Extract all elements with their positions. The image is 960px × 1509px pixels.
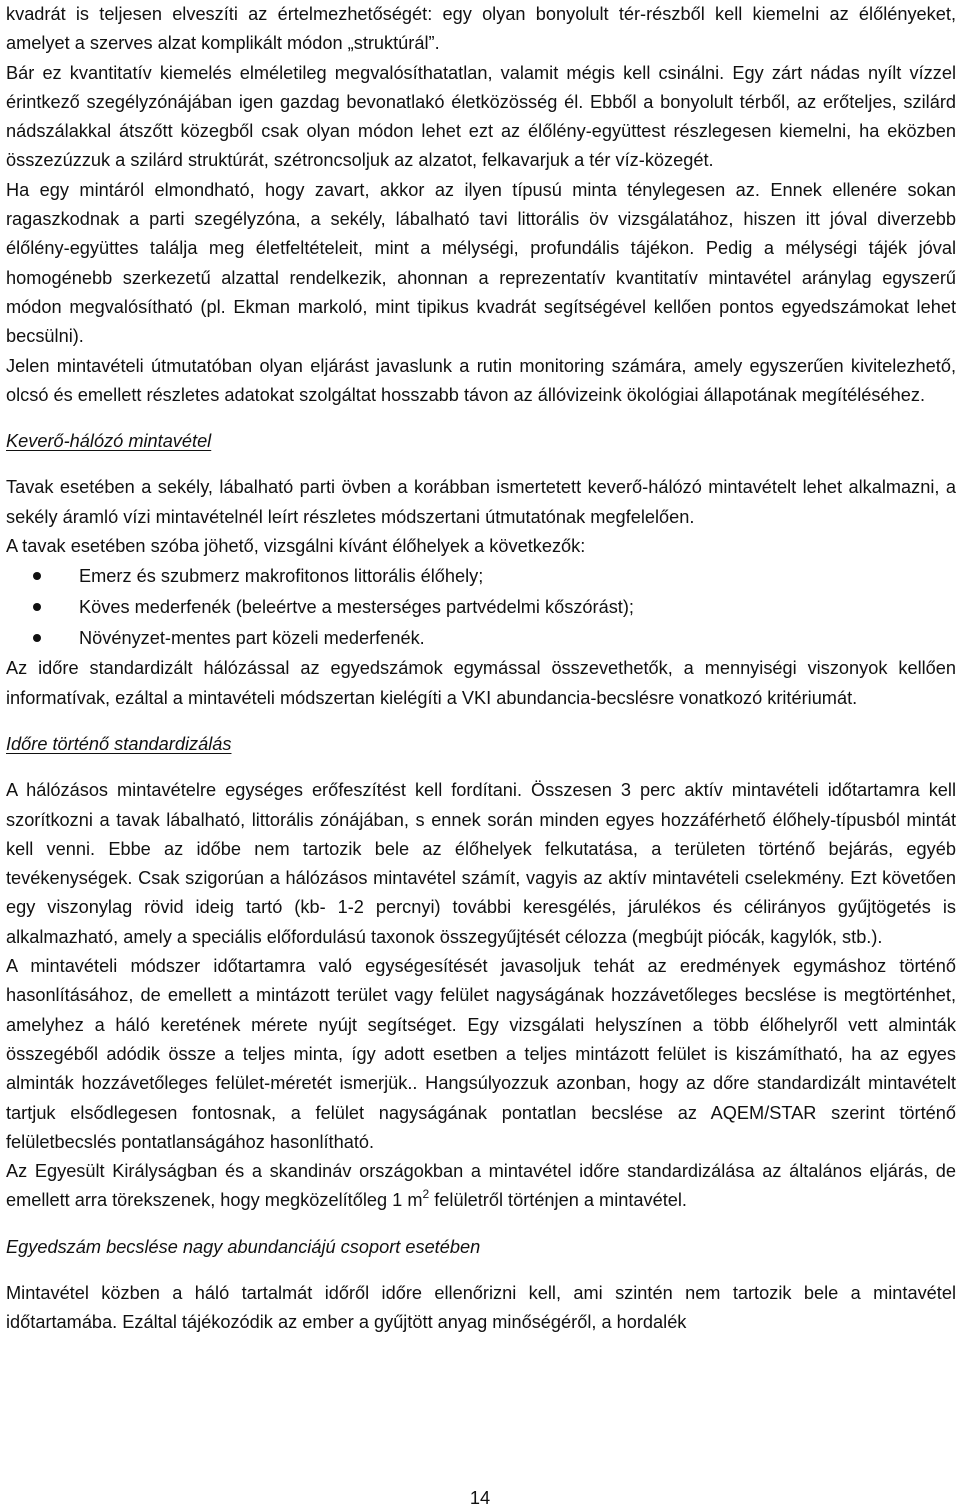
page-number: 14 [469,1488,491,1508]
list-item-text: Növényzet-mentes part közeli mederfenék. [79,628,425,649]
bullet-icon [33,634,41,642]
paragraph-intro-4: Jelen mintavételi útmutatóban olyan eljárást javaslunk a rutin monitoring számára, amely egyszerűen kivitelezhető, olcsó és emellett részletes adatokat szolgáltat hosszabb távon az állóvizeink ökológiai állapotának megítéléséhez. [6,355,956,405]
paragraph-section1-2: A tavak esetében szóba jöhető, vizsgálni kívánt élőhelyek a következők: [6,536,586,557]
list-item [6,592,956,623]
spacer [6,1216,956,1233]
list-item-text: Emerz és szubmerz makrofitonos littorális élőhely; [79,566,484,587]
paragraph-text: felületről történjen a mintavétel. [429,1190,687,1211]
section-heading-egyedszam-becslese: Egyedszám becslése nagy abundanciájú csoport esetében [6,1236,481,1257]
paragraph-section1-3: Az időre standardizált hálózással az egyedszámok egymással összevethetők, a mennyiségi viszonyok kellően informatívak, ezáltal a mintavételi módszertan kielégíti a VKI abundancia-becslésre vonatkozó kritériumát. [6,658,956,708]
paragraph-section2-1: A hálózásos mintavételre egységes erőfeszítést kell fordítani. Összesen 3 perc aktív mintavételi időtartamra kell szorítkozni a tavak lábalható, littorális zónájában, s ennek során minden egyes hozzáférhető élőhely-típusból mintát kell venni. Ebbe az időbe nem tartozik bele az élőhelyek felkutatása, a területen történő bejárás, egyéb tevékenységek. Csak szigorúan a hálózásos mintavétel számít, vagyis az aktív mintavételi cselekmény. Ezt követően egy viszonylag rövid ideig tartó (kb- 1-2 percnyi) további keresgélés, járulékos és célirányos gyűjtögetés is alkalmazható, amely a speciális előfordulású taxonok összegyűjtését célozza (megbújt piócák, kagylók, stb.). [6,780,956,947]
paragraph-text: Az Egyesült Királyságban és a skandináv országokban a mintavétel időre standardizálása az általános eljárás, de emellett arra törekszenek, hogy megközelítőleg 1 m [6,1161,956,1211]
section-heading-kevero-halozo: Keverő-hálózó mintavétel [6,431,212,452]
document-page [6,0,956,1338]
paragraph-intro-3: Ha egy mintáról elmondható, hogy zavart, akkor az ilyen típusú minta ténylegesen az. Ennek ellenére sokan ragaszkodnak a parti szegélyzóna, a sekély, lábalható tavi littorális öv vizsgálatához, hiszen itt jóval diverzebb élőlény-együttes találja meg életfeltételeit, mint a mélységi, profundális tájékon. Pedig a mélységi tájék jóval homogénebb szerkezetű alzattal rendelkezik, ahonnan a reprezentatív kvantitatív mintavétel aránylag egyszerű módon megvalósítható (pl. Ekman markoló, mint tipikus kvadrát segítségével kellően pontos egyedszámokat lehet becsülni). [6,179,956,347]
spacer [6,410,956,427]
paragraph-section2-3 [6,1157,956,1216]
list-item [6,623,956,654]
list-item [6,561,956,592]
paragraph-section2-2: A mintavételi módszer időtartamra való egységesítését javasoljuk tehát az eredmények egymáshoz történő hasonlításához, de emellett a mintázott terület vagy felület nagyságának hozzávetőleges becslése is megtörténhet, amelyhez a háló keretének mérete nyújt segítséget. Egy vizsgálati helyszínen a több élőhelyről vett alminták összegéből adódik össze a teljes minta, így adott esetben a teljes mintázott felület is kiszámítható, ha az egyes alminták hozzávetőleges felület-méretét ismerjük.. Hangsúlyozzuk azonban, hogy az dőre standardizált mintavételt tartjuk elsődlegesen fontosnak, a felület nagyságának pontatlan becslése az AQEM/STAR szerint történő felületbecslés pontatlanságához hasonlítható. [6,956,956,1152]
section-heading-idore-standardizalas: Időre történő standardizálás [6,733,232,754]
spacer [6,713,956,730]
paragraph-section3-1: Mintavétel közben a háló tartalmát időről időre ellenőrizni kell, ami szintén nem tartozik bele a mintavétel időtartamába. Ezáltal tájékozódik az ember a gyűjtött anyag minőségéről, a hordalék [6,1282,956,1333]
spacer [6,759,956,776]
paragraph-section1-1: Tavak esetében a sekély, lábalható parti övben a korábban ismertetett keverő-hálózó mintavételt lehet alkalmazni, a sekély áramló vízi mintavételnél leírt részletes módszertani útmutatónak megfelelően. [6,477,956,527]
bullet-icon [33,603,41,611]
spacer [6,1262,956,1279]
list-item-text: Köves mederfenék (beleértve a mesterséges partvédelmi kőszórást); [79,597,634,618]
paragraph-intro-2: Bár ez kvantitatív kiemelés elméletileg megvalósíthatatlan, valamit mégis kell csinálni. Egy zárt nádas nyílt vízzel érintkező szegélyzónájában igen gazdag bevonatlakó életközösség él. Ebből a bonyolult térből, az erőteljes, szilárd nádszálakkal átszőtt közegből csak olyan módon lehet ezt az élőlény-együttest részlegesen kiemelni, ha eközben összezúzzuk a szilárd struktúrát, szétroncsoljuk az alzatot, felkavarjuk a tér víz-közegét. [6,62,956,171]
habitat-list [6,561,956,654]
paragraph-intro-1: kvadrát is teljesen elveszíti az értelmezhetőségét: egy olyan bonyolult tér-részből kell kiemelni az élőlényeket, amelyet a szerves alzat komplikált módon „struktúrál”. [6,4,956,54]
superscript: 2 [422,1187,430,1202]
spacer [6,456,956,473]
bullet-icon [33,572,41,580]
